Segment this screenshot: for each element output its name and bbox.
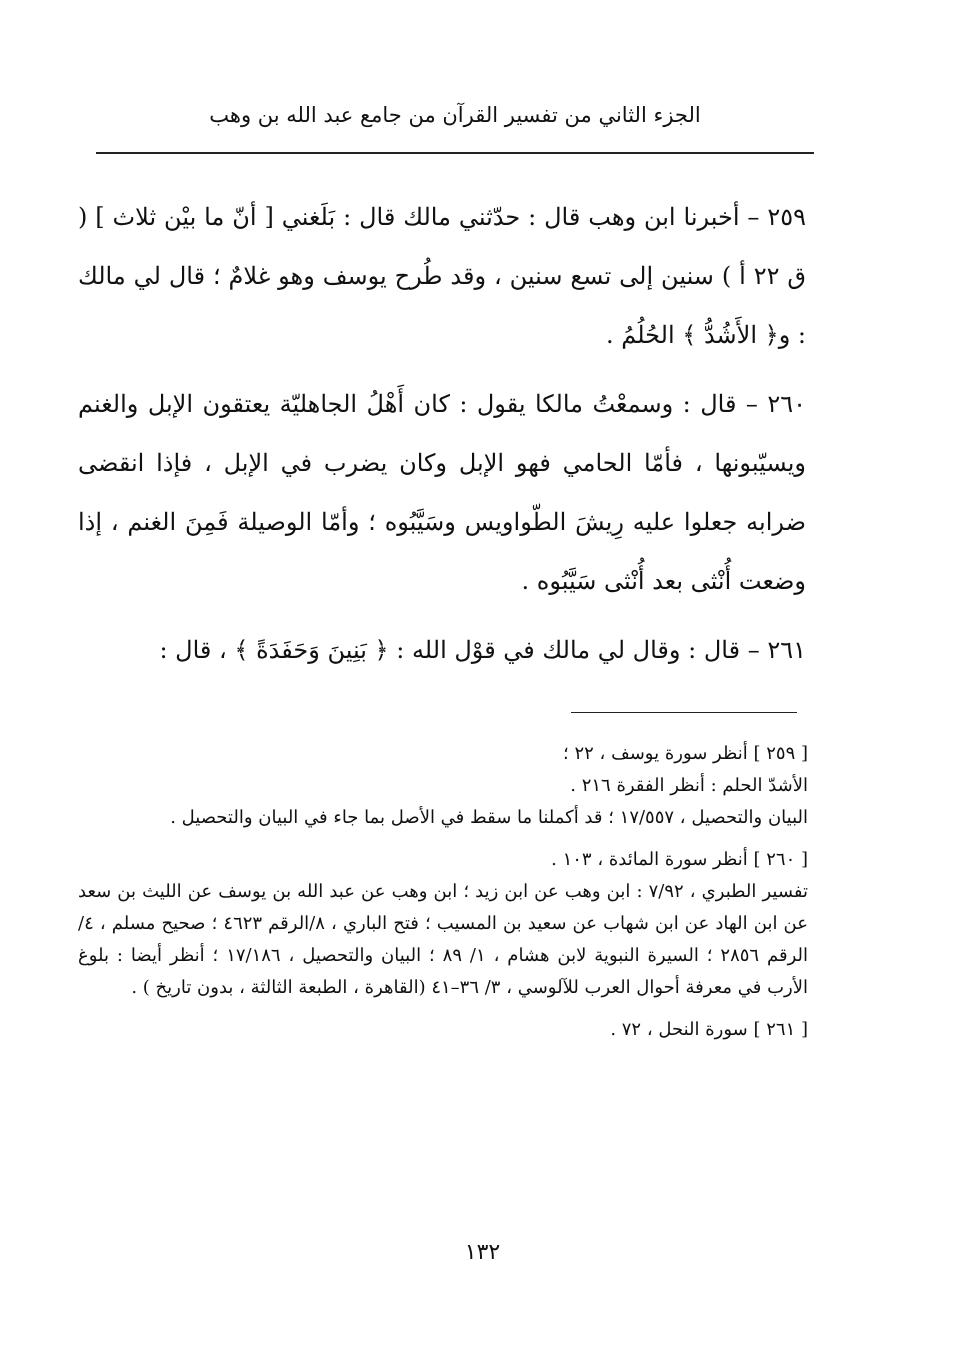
paragraph-259: ٢٥٩ – أخبرنا ابن وهب قال : حدّثني مالك قال : بَلَغني [ أنّ ما بيْن ثلاث ] ( ق ٢٢ أ ) سنين إلى تسع سنين ، وقد طُرح يوسف وهو غلامٌ ؛ قال لي مالك : و﴿ الأَشُدُّ ﴾ الحُلُمُ . — [78, 203, 806, 349]
footnote-261 — [78, 1014, 808, 1046]
running-header: الجزء الثاني من تفسير القرآن من جامع عبد الله بن وهب — [209, 103, 701, 127]
footnote-259-note: الأشدّ الحلم : أنظر الفقرة ٢١٦ . — [570, 775, 808, 796]
footnote-259-ref: [ ٢٥٩ ] أنظر سورة يوسف ، ٢٢ ؛ — [563, 743, 808, 764]
footnote-260-ref: [ ٢٦٠ ] أنظر سورة المائدة ، ١٠٣ . — [551, 849, 808, 870]
footnote-260-source: تفسير الطبري ، ٧/٩٢ : ابن وهب عن ابن زيد ؛ ابن وهب عن عبد الله بن يوسف عن الليث بن سعد عن ابن الهاد عن ابن شهاب عن سعيد بن المسيب ؛ فتح الباري ، ٨/الرقم ٤٦٢٣ ؛ صحيح مسلم ، ٤/الرقم ٢٨٥٦ ؛ السيرة النبوية لابن هشام ، ١/ ٨٩ ؛ البيان والتحصيل ، ١٧/١٨٦ ؛ أنظر أيضا : بلوغ الأرب في معرفة أحوال العرب للآلوسي ، ٣/ ٣٦–٤١ (القاهرة ، الطبعة الثالثة ، بدون تاريخ ) . — [78, 881, 808, 998]
footnote-260 — [78, 844, 808, 1004]
header-rule — [96, 152, 814, 154]
main-text — [78, 188, 806, 680]
paragraph-261: ٢٦١ – قال : وقال لي مالك في قوْل الله : ﴿ بَنِينَ وَحَفَدَةً ﴾ ، قال : — [159, 636, 806, 664]
footnote-259-source: البيان والتحصيل ، ١٧/٥٥٧ ؛ قد أكملنا ما سقط في الأصل بما جاء في البيان والتحصيل . — [170, 807, 808, 828]
footnotes — [78, 738, 808, 1046]
footnote-261-ref: [ ٢٦١ ] سورة النحل ، ٧٢ . — [610, 1019, 808, 1040]
footnote-259 — [78, 738, 808, 834]
paragraph-260: ٢٦٠ – قال : وسمعْتُ مالكا يقول : كان أَهْلُ الجاهليّة يعتقون الإبل والغنم ويسيّبونها ، فأمّا الحامي فهو الإبل وكان يضرب في الإبل ، فإذا انقضى ضرابه جعلوا عليه رِيشَ الطّواويس وسَيَّبُوه ؛ وأمّا الوصيلة فَمِنَ الغنم ، إذا وضعت أُنْثى بعد أُنْثى سَيَّبُوه . — [78, 390, 806, 595]
page-number: ١٣٢ — [464, 1240, 501, 1265]
footnote-separator — [571, 712, 797, 713]
